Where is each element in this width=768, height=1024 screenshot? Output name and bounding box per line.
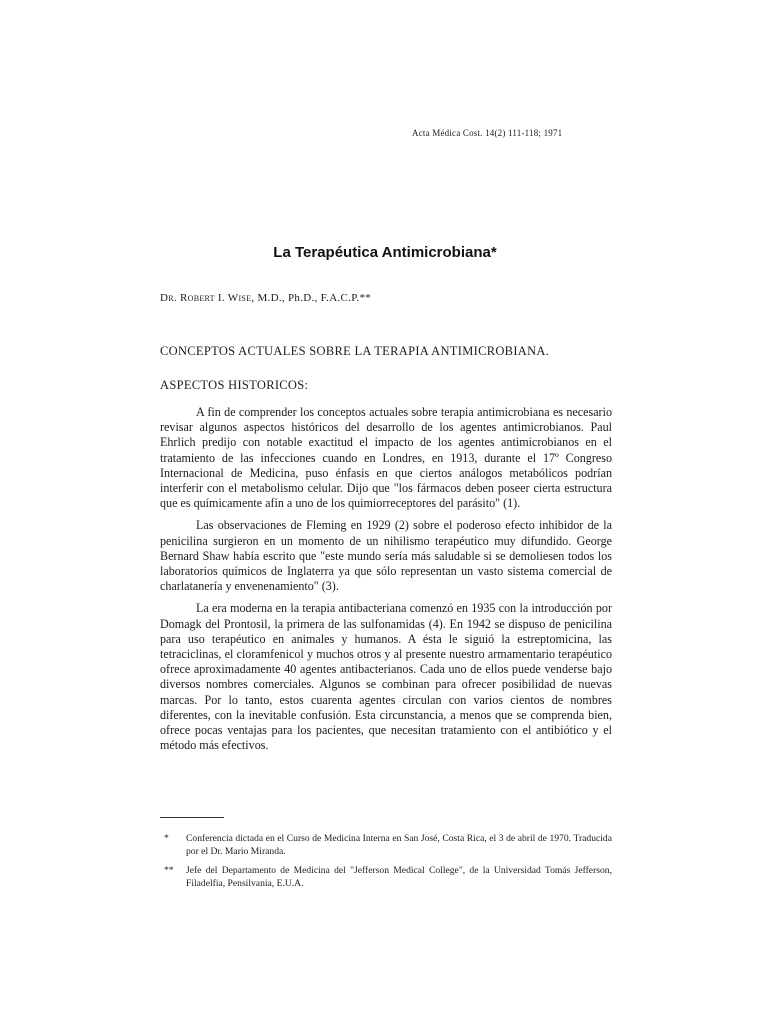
subsection-heading: ASPECTOS HISTORICOS: [160, 378, 309, 392]
footnote-mark: ** [164, 865, 174, 876]
body-paragraph: La era moderna en la terapia antibacteriana comenzó en 1935 con la introducción por Domagk del Prontosil, la primera de las sulfonamidas (4). En 1942 se dispuso de penicilina para uso terapéutico en animales y humanos. A ésta le siguió la estreptomicina, las tetraciclinas, el cloramfenicol y muchos otros y al presente nuestro armamentario terapéutico ofrece aproximadamente 40 agentes antibacterianos. Cada uno de ellos puede venderse bajo diversos nombres comerciales. Algunos se combinan para ofrecer posibilidad de nuevas marcas. Por lo tanto, estos cuarenta agentes circulan con varios cientos de nombres diferentes, con la inevitable confusión. Esta circunstancia, a menos que se comprenda bien, ofrece pocas ventajas para los pacientes, que necesitan tratamiento con el antibiótico y el método más efectivos. [160, 601, 612, 753]
footnote-text: Conferencia dictada en el Curso de Medicina Interna en San José, Costa Rica, el 3 de abril de 1970. Traducida por el Dr. Mario Miranda. [186, 833, 612, 857]
footnote [160, 833, 612, 858]
author-credentials: , M.D., Ph.D., F.A.C.P.** [251, 292, 372, 304]
journal-citation: Acta Médica Cost. 14(2) 111-118; 1971 [412, 128, 563, 138]
article-body [160, 405, 612, 760]
author-name: Dr. Robert I. Wise [160, 292, 252, 304]
footnote-divider [160, 817, 224, 818]
footnote-text: Jefe del Departamento de Medicina del "Jefferson Medical College", de la Universidad Tomás Jefferson, Filadelfia, Pensilvania, E.U.A. [186, 865, 612, 889]
footnotes [160, 833, 612, 897]
section-heading: CONCEPTOS ACTUALES SOBRE LA TERAPIA ANTIMICROBIANA. [160, 344, 550, 358]
body-paragraph: Las observaciones de Fleming en 1929 (2) sobre el poderoso efecto inhibidor de la penicilina surgieron en un momento de un nihilismo terapéutico muy difundido. George Bernard Shaw había escrito que "este mundo sería más saludable si se demoliesen todos los laboratorios químicos de Inglaterra ya que sólo representan un vasto sistema comercial de charlatanería y envenenamiento" (3). [160, 518, 612, 594]
footnote-mark: * [164, 833, 169, 844]
footnote [160, 865, 612, 890]
author-line [160, 292, 610, 304]
article-title: La Terapéutica Antimicrobiana* [273, 244, 497, 261]
body-paragraph: A fin de comprender los conceptos actuales sobre terapia antimicrobiana es necesario revisar algunos aspectos históricos del desarrollo de los agentes antimicrobianos. Paul Ehrlich predijo con notable exactitud el impacto de los agentes antimicrobianos en el tratamiento de las infecciones cuando en Londres, en 1913, durante el 17º Congreso Internacional de Medicina, puso énfasis en que ciertos análogos metabólicos podrían interferir con el metabolismo celular. Dijo que "los fármacos deben poseer cierta estructura que es químicamente afín a uno de los quimiorreceptores del parásito" (1). [160, 405, 612, 511]
